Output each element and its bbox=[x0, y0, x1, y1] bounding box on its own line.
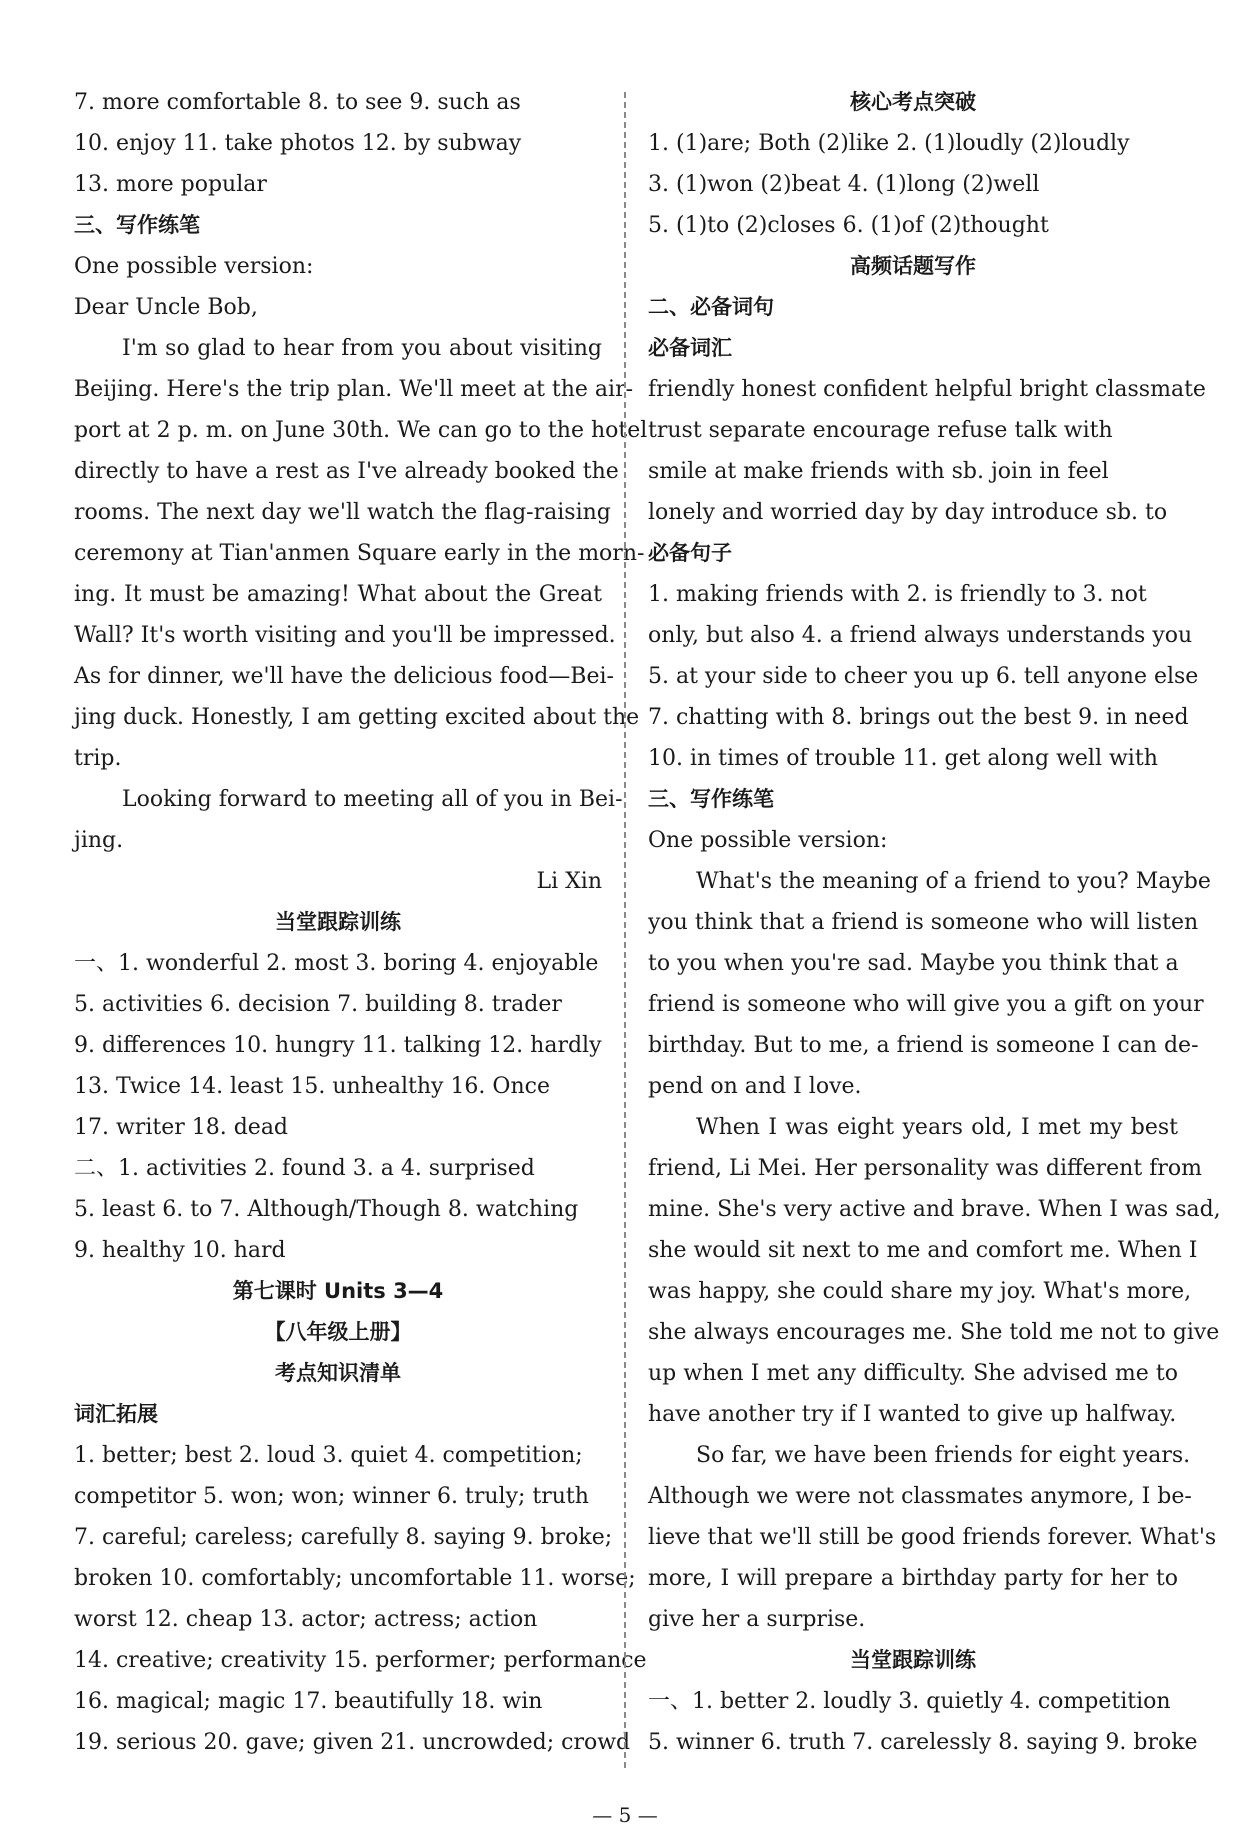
text-line: 二、1. activities 2. found 3. a 4. surprised bbox=[74, 1156, 535, 1181]
text-line: have another try if I wanted to give up halfway. bbox=[648, 1402, 1177, 1427]
text-line: give her a surprise. bbox=[648, 1607, 866, 1632]
text-line: 7. chatting with 8. brings out the best 9. in need bbox=[648, 705, 1189, 730]
text-line: What's the meaning of a friend to you? Maybe bbox=[696, 869, 1211, 894]
text-line: 3. (1)won (2)beat 4. (1)long (2)well bbox=[648, 172, 1040, 197]
text-line: trip. bbox=[74, 746, 122, 771]
text-line: she would sit next to me and comfort me. When I bbox=[648, 1238, 1198, 1263]
text-line: up when I met any difficulty. She advised me to bbox=[648, 1361, 1178, 1386]
page-number: — 5 — bbox=[592, 1803, 658, 1827]
text-line: 1. (1)are; Both (2)like 2. (1)loudly (2)loudly bbox=[648, 131, 1130, 156]
section-heading: 词汇拓展 bbox=[74, 1402, 158, 1426]
text-line: Wall? It's worth visiting and you'll be impressed. bbox=[74, 623, 616, 648]
text-line: was happy, she could share my joy. What's more, bbox=[648, 1279, 1192, 1304]
text-line: to you when you're sad. Maybe you think that a bbox=[648, 951, 1179, 976]
section-heading: 必备句子 bbox=[648, 541, 732, 565]
text-line: friend is someone who will give you a gift on your bbox=[648, 992, 1204, 1017]
text-line: ing. It must be amazing! What about the Great bbox=[74, 582, 602, 607]
text-line: 1. better; best 2. loud 3. quiet 4. competition; bbox=[74, 1443, 583, 1468]
section-heading: 考点知识清单 bbox=[275, 1361, 401, 1385]
text-line: 5. at your side to cheer you up 6. tell anyone else bbox=[648, 664, 1199, 689]
section-heading: 核心考点突破 bbox=[850, 90, 976, 114]
text-line: you think that a friend is someone who will listen bbox=[648, 910, 1199, 935]
text-line: 5. activities 6. decision 7. building 8. trader bbox=[74, 992, 562, 1017]
text-line: 7. more comfortable 8. to see 9. such as bbox=[74, 90, 521, 115]
text-line: Dear Uncle Bob, bbox=[74, 295, 258, 320]
text-line: port at 2 p. m. on June 30th. We can go to the hotel bbox=[74, 418, 648, 443]
text-line: trust separate encourage refuse talk with bbox=[648, 418, 1113, 443]
text-line: 1. making friends with 2. is friendly to 3. not bbox=[648, 582, 1147, 607]
text-line: 17. writer 18. dead bbox=[74, 1115, 289, 1140]
text-line: 5. winner 6. truth 7. carelessly 8. saying 9. broke bbox=[648, 1730, 1198, 1755]
text-line: only, but also 4. a friend always understands you bbox=[648, 623, 1193, 648]
text-line: Li Xin bbox=[536, 869, 602, 894]
text-line: worst 12. cheap 13. actor; actress; action bbox=[74, 1607, 538, 1632]
text-line: 5. (1)to (2)closes 6. (1)of (2)thought bbox=[648, 213, 1049, 238]
text-line: mine. She's very active and brave. When I was sad, bbox=[648, 1197, 1221, 1222]
text-line: When I was eight years old, I met my best bbox=[696, 1115, 1178, 1140]
section-heading: 高频话题写作 bbox=[850, 254, 976, 278]
section-heading: 二、必备词句 bbox=[648, 295, 774, 319]
section-heading: 必备词汇 bbox=[648, 336, 732, 360]
text-line: 一、1. wonderful 2. most 3. boring 4. enjoyable bbox=[74, 951, 599, 976]
text-line: directly to have a rest as I've already booked the bbox=[74, 459, 619, 484]
text-line: Beijing. Here's the trip plan. We'll meet at the air- bbox=[74, 377, 634, 402]
section-heading: 当堂跟踪训练 bbox=[275, 910, 401, 934]
text-line: I'm so glad to hear from you about visiting bbox=[122, 336, 602, 361]
text-line: competitor 5. won; won; winner 6. truly; truth bbox=[74, 1484, 589, 1509]
text-line: 14. creative; creativity 15. performer; performance bbox=[74, 1648, 647, 1673]
text-line: 7. careful; careless; carefully 8. saying 9. broke; bbox=[74, 1525, 613, 1550]
text-line: So far, we have been friends for eight years. bbox=[696, 1443, 1191, 1468]
text-line: Looking forward to meeting all of you in Bei- bbox=[122, 787, 623, 812]
text-line: 5. least 6. to 7. Although/Though 8. watching bbox=[74, 1197, 579, 1222]
text-line: 9. healthy 10. hard bbox=[74, 1238, 286, 1263]
text-line: lonely and worried day by day introduce sb. to bbox=[648, 500, 1168, 525]
text-line: jing. bbox=[74, 828, 124, 853]
text-line: broken 10. comfortably; uncomfortable 11. worse; bbox=[74, 1566, 636, 1591]
text-line: One possible version: bbox=[74, 254, 314, 279]
text-line: One possible version: bbox=[648, 828, 888, 853]
text-line: 19. serious 20. gave; given 21. uncrowded; crowd bbox=[74, 1730, 631, 1755]
text-line: 10. in times of trouble 11. get along well with bbox=[648, 746, 1158, 771]
text-line: 16. magical; magic 17. beautifully 18. win bbox=[74, 1689, 543, 1714]
text-line: pend on and I love. bbox=[648, 1074, 862, 1099]
text-line: 9. differences 10. hungry 11. talking 12. hardly bbox=[74, 1033, 602, 1058]
right-column bbox=[648, 82, 1221, 1763]
section-heading: 【八年级上册】 bbox=[264, 1320, 412, 1344]
text-line: rooms. The next day we'll watch the flag-raising bbox=[74, 500, 611, 525]
section-heading: 当堂跟踪训练 bbox=[850, 1648, 976, 1672]
text-line: lieve that we'll still be good friends forever. What's bbox=[648, 1525, 1217, 1550]
section-heading: 第七课时 Units 3—4 bbox=[232, 1279, 444, 1303]
text-line: friendly honest confident helpful bright classmate bbox=[648, 377, 1206, 402]
text-line: more, I will prepare a birthday party for her to bbox=[648, 1566, 1178, 1591]
text-line: jing duck. Honestly, I am getting excited about the bbox=[74, 705, 640, 730]
section-heading: 三、写作练笔 bbox=[648, 787, 774, 811]
text-line: she always encourages me. She told me not to give bbox=[648, 1320, 1220, 1345]
text-line: 一、1. better 2. loudly 3. quietly 4. competition bbox=[648, 1689, 1171, 1714]
text-line: 13. more popular bbox=[74, 172, 267, 197]
text-line: 10. enjoy 11. take photos 12. by subway bbox=[74, 131, 522, 156]
text-line: 13. Twice 14. least 15. unhealthy 16. Once bbox=[74, 1074, 550, 1099]
text-line: Although we were not classmates anymore, I be- bbox=[648, 1484, 1192, 1509]
text-line: friend, Li Mei. Her personality was different from bbox=[648, 1156, 1202, 1181]
text-line: birthday. But to me, a friend is someone I can de- bbox=[648, 1033, 1199, 1058]
text-line: As for dinner, we'll have the delicious food—Bei- bbox=[74, 664, 614, 689]
left-column bbox=[74, 82, 648, 1763]
text-line: ceremony at Tian'anmen Square early in the morn- bbox=[74, 541, 645, 566]
column-divider bbox=[624, 92, 626, 1768]
section-heading: 三、写作练笔 bbox=[74, 213, 200, 237]
text-line: smile at make friends with sb. join in feel bbox=[648, 459, 1109, 484]
